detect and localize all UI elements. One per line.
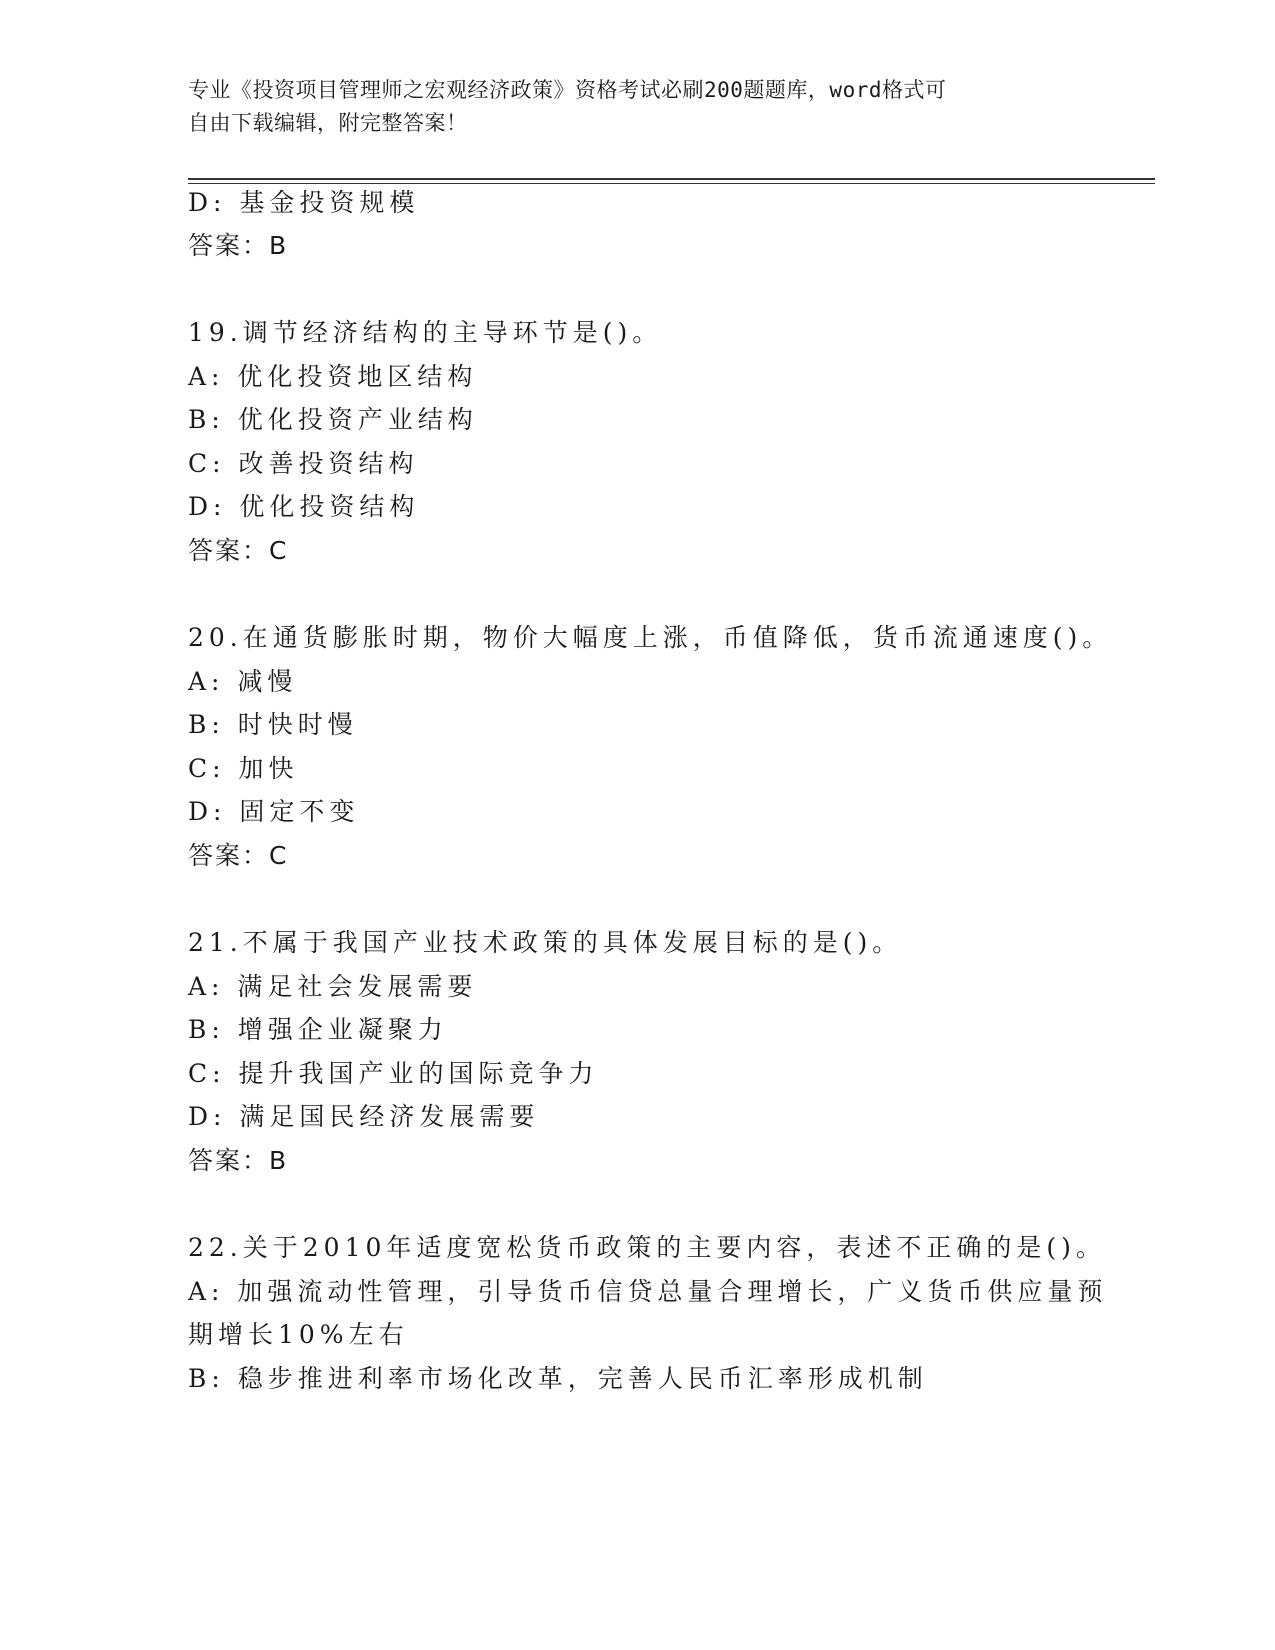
option-d: D: 固定不变 [188,797,360,826]
answer: 答案：C [188,841,289,870]
question-stem: 21.不属于我国产业技术政策的具体发展目标的是()。 [188,928,903,957]
header-line-1: 专业《投资项目管理师之宏观经济政策》资格考试必刷200题题库，word格式可 [188,78,947,102]
option-a-continued: 期增长10%左右 [188,1320,409,1349]
option-d: D: 优化投资结构 [188,492,420,521]
option-d: D: 满足国民经济发展需要 [188,1102,540,1131]
question-stem: 20.在通货膨胀时期，物价大幅度上涨，币值降低，货币流通速度()。 [188,623,1113,652]
answer: 答案：B [188,1146,289,1175]
header-rule-thin [188,183,1155,184]
option-b: B: 增强企业凝聚力 [188,1015,448,1044]
option-a: A: 优化投资地区结构 [188,362,478,391]
option-c: C: 提升我国产业的国际竞争力 [188,1059,599,1088]
option-b: B: 时快时慢 [188,710,358,739]
option-a: A: 减慢 [188,667,298,696]
option-a: A: 满足社会发展需要 [188,972,478,1001]
option-b: B: 优化投资产业结构 [188,405,478,434]
option-c: C: 加快 [188,754,299,783]
option-d: D: 基金投资规模 [188,188,420,217]
option-a: A: 加强流动性管理，引导货币信贷总量合理增长，广义货币供应量预 [188,1277,1108,1306]
document-header [188,74,1068,140]
header-rule-thick [188,178,1155,180]
answer: 答案：B [188,231,289,260]
answer: 答案：C [188,536,289,565]
option-b: B: 稳步推进利率市场化改革，完善人民币汇率形成机制 [188,1364,928,1393]
header-line-2: 自由下载编辑，附完整答案！ [188,111,468,135]
option-c: C: 改善投资结构 [188,449,419,478]
question-stem: 22.关于2010年适度宽松货币政策的主要内容，表述不正确的是()。 [188,1233,1106,1262]
question-stem: 19.调节经济结构的主导环节是()。 [188,318,663,347]
